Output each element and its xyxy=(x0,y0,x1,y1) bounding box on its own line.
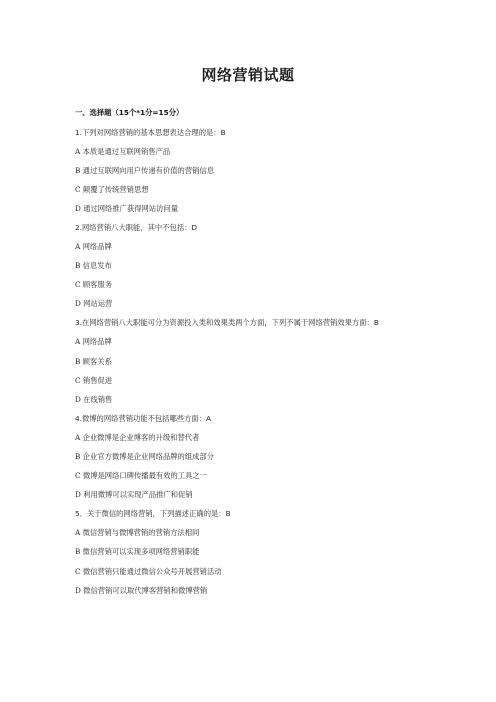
question-3-option-d: D 在线销售 xyxy=(75,394,113,404)
question-4-option-b: B 企业官方微博是企业网络品牌的组成部分 xyxy=(75,452,215,461)
question-3-option-b: B 顾客关系 xyxy=(75,356,112,366)
question-1-option-b: B 通过互联网向用户传递有价值的营销信息 xyxy=(75,165,215,175)
question-1-option-c: C 颠覆了传统营销思想 xyxy=(75,184,149,194)
question-5: 5．关于微信的网络营销，下列描述正确的是：B xyxy=(75,509,231,519)
question-1: 1.下列对网络营销的基本思想表达合理的是：B xyxy=(75,127,226,137)
question-4-option-a: A 企业微博是企业博客的升级和替代者 xyxy=(75,432,200,442)
document-title: 网络营销试题 xyxy=(201,66,295,84)
question-1-option-a: A 本质是通过互联网销售产品 xyxy=(75,146,171,156)
question-2-option-d: D 网站运营 xyxy=(75,299,113,309)
question-5-option-b: B 微信营销可以实现多项网络营销职能 xyxy=(75,547,200,557)
question-5-option-d: D 微信营销可以取代博客营销和微博营销 xyxy=(75,585,208,595)
question-4: 4.微博的网络营销功能不包括哪些方面：A xyxy=(75,413,211,423)
question-4-option-d: D 利用微博可以实现产品推广和促销 xyxy=(75,490,193,500)
question-2-option-c: C 顾客服务 xyxy=(75,280,113,290)
question-2: 2.网络营销八大职能，其中不包括：D xyxy=(75,222,198,232)
question-5-option-c: C 微信营销只能通过微信公众号开展营销活动 xyxy=(75,566,222,576)
question-4-option-c: C 微博是网络口碑传播最有效的工具之一 xyxy=(75,471,207,481)
question-3-option-a: A 网络品牌 xyxy=(75,337,112,347)
question-3-option-c: C 销售促进 xyxy=(75,375,113,385)
section-heading: 一、选择题（15个*1分=15分） xyxy=(75,108,184,117)
question-1-option-d: D 通过网络推广获得网站访问量 xyxy=(75,203,179,213)
question-list xyxy=(75,108,425,605)
question-3: 3.在网络营销八大职能可分为资源投入类和效果类两个方面，下列不属于网络营销效果方面：B xyxy=(75,318,379,328)
question-5-option-a: A 微信营销与微博营销的营销方法相同 xyxy=(75,528,200,538)
question-2-option-b: B 信息发布 xyxy=(75,261,112,271)
question-2-option-a: A 网络品牌 xyxy=(75,242,112,252)
